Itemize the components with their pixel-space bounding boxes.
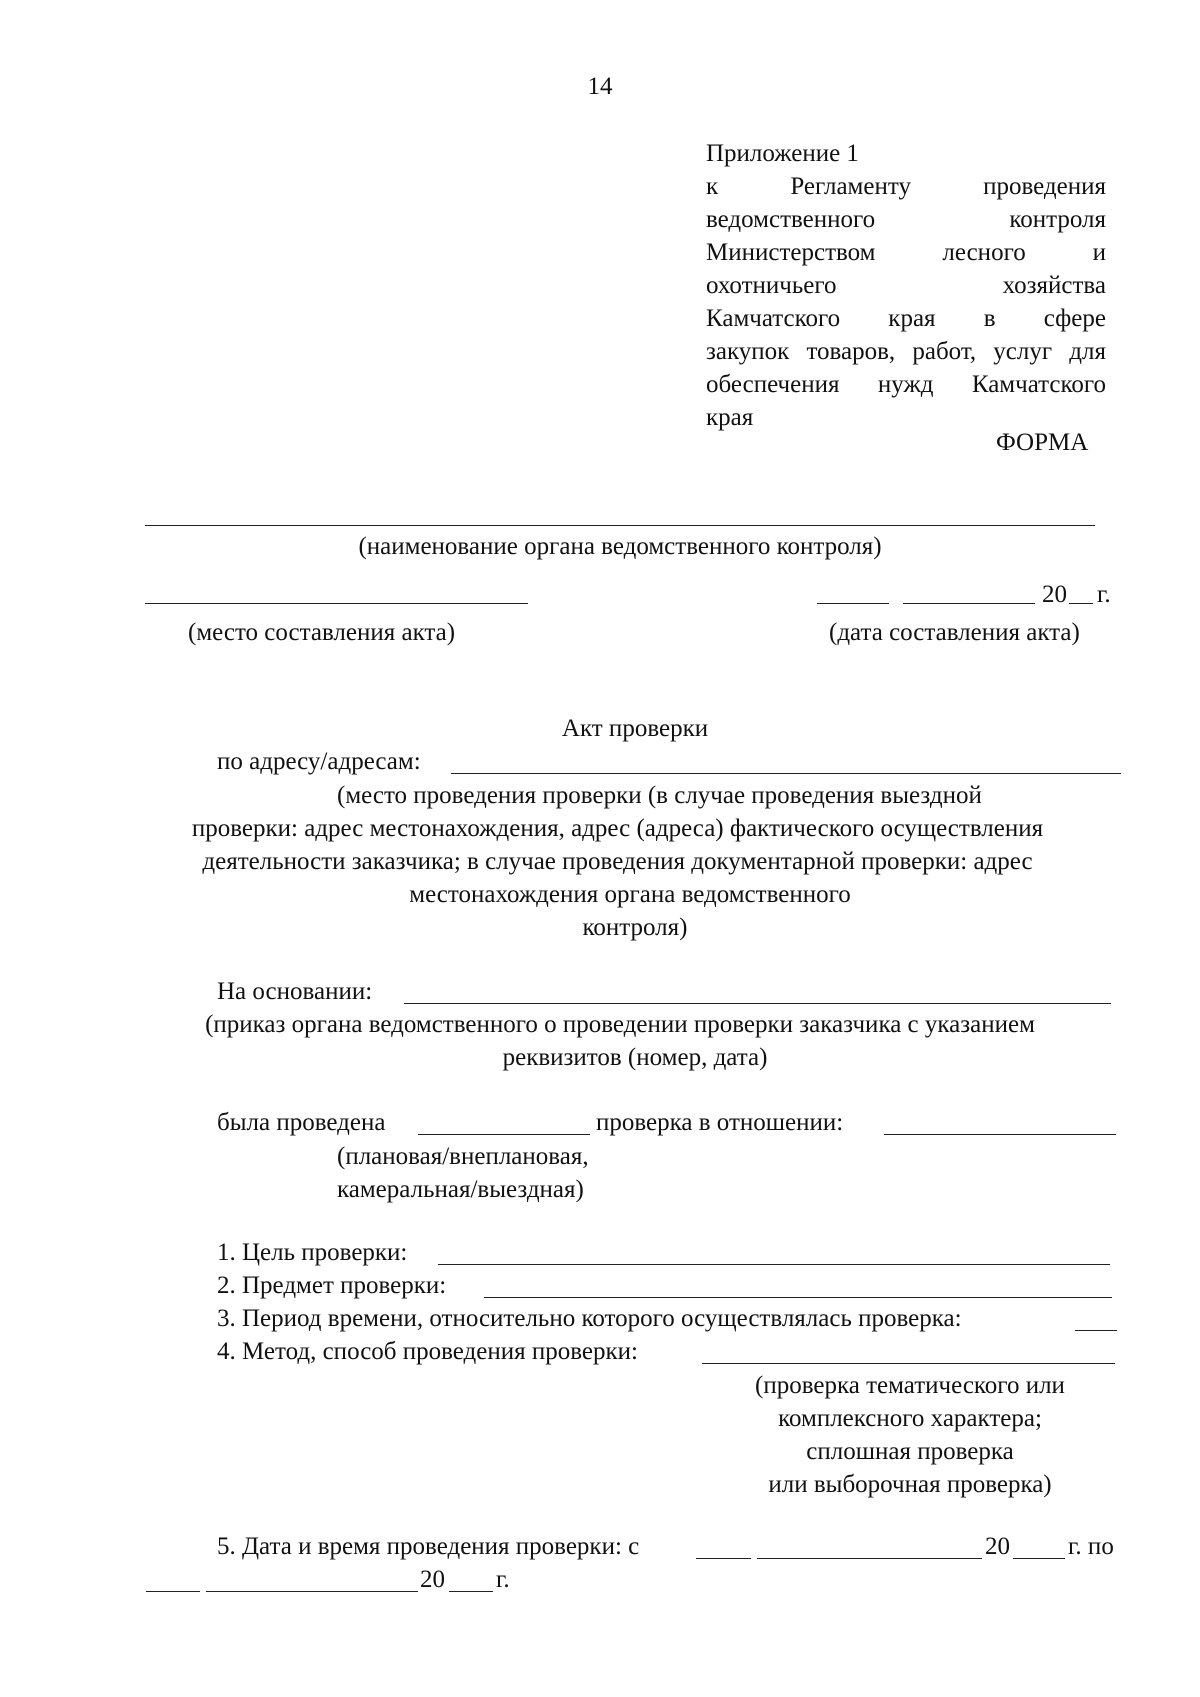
- start-year-field[interactable]: [1013, 1558, 1065, 1559]
- appendix-line: к Регламенту проведения: [706, 173, 1106, 200]
- date-caption: (дата составления акта): [829, 619, 1080, 646]
- page-number: 14: [587, 73, 613, 100]
- appendix-line: ведомственного контроля: [706, 206, 1106, 233]
- method-caption: сплошная проверка: [806, 1438, 1014, 1465]
- end-year-field[interactable]: [449, 1591, 493, 1592]
- address-caption: (место проведения проверки (в случае проведения выездной: [337, 782, 982, 809]
- appendix-last-line: края: [706, 404, 754, 431]
- type-caption: камеральная/выездная): [337, 1176, 584, 1203]
- address-caption: местонахождения органа ведомственного: [409, 881, 851, 908]
- organ-name-field[interactable]: [145, 525, 1095, 526]
- end-year-prefix: 20: [420, 1566, 445, 1593]
- place-caption: (место составления акта): [188, 619, 456, 646]
- year-suffix: г.: [1097, 581, 1111, 608]
- type-caption: (плановая/внеплановая,: [337, 1143, 589, 1170]
- item-subject-field[interactable]: [484, 1297, 1112, 1298]
- start-year-prefix: 20: [985, 1533, 1010, 1560]
- item-goal-label: 1. Цель проверки:: [217, 1239, 408, 1266]
- address-caption: проверки: адрес местонахождения, адрес (адреса) фактического осуществления: [191, 815, 1044, 842]
- inspected-entity-field[interactable]: [884, 1134, 1116, 1135]
- date-month-field[interactable]: [903, 603, 1035, 604]
- date-year-field[interactable]: [1069, 603, 1093, 604]
- appendix-line: закупок товаров, работ, услуг для: [706, 338, 1106, 365]
- appendix-title: Приложение 1: [706, 140, 859, 167]
- end-suffix: г.: [496, 1566, 510, 1593]
- act-title: Акт проверки: [561, 715, 709, 742]
- place-field[interactable]: [145, 603, 528, 604]
- start-month-field[interactable]: [757, 1558, 982, 1559]
- method-caption: или выборочная проверка): [768, 1471, 1052, 1498]
- date-day-field[interactable]: [817, 603, 889, 604]
- item-method-label: 4. Метод, способ проведения проверки:: [217, 1338, 638, 1365]
- inspection-label: проверка в отношении:: [596, 1109, 844, 1136]
- basis-label: На основании:: [217, 978, 373, 1005]
- year-prefix: 20: [1042, 581, 1067, 608]
- end-month-field[interactable]: [206, 1591, 418, 1592]
- start-day-field[interactable]: [696, 1558, 751, 1559]
- conducted-label: была проведена: [217, 1109, 386, 1136]
- appendix-block: [706, 137, 1106, 434]
- organ-caption: (наименование органа ведомственного контроля): [358, 533, 882, 560]
- item-subject-label: 2. Предмет проверки:: [217, 1272, 447, 1299]
- end-day-field[interactable]: [146, 1591, 200, 1592]
- item-datetime-label: 5. Дата и время проведения проверки: с: [217, 1533, 640, 1560]
- basis-caption: (приказ органа ведомственного о проведении проверки заказчика с указанием: [205, 1011, 1035, 1038]
- item-goal-field[interactable]: [438, 1264, 1110, 1265]
- basis-field[interactable]: [404, 1003, 1111, 1004]
- method-caption: комплексного характера;: [778, 1405, 1042, 1432]
- address-caption: деятельности заказчика; в случае проведения документарной проверки: адрес: [202, 848, 1033, 875]
- item-period-field[interactable]: [1075, 1330, 1117, 1331]
- appendix-line: охотничьего хозяйства: [706, 272, 1106, 299]
- method-caption: (проверка тематического или: [755, 1372, 1065, 1399]
- appendix-line: обеспечения нужд Камчатского: [706, 371, 1106, 398]
- address-caption: контроля): [582, 914, 688, 941]
- appendix-line: Министерством лесного и: [706, 239, 1106, 266]
- form-label: ФОРМА: [996, 429, 1089, 456]
- item-period-label: 3. Период времени, относительно которого осуществлялась проверка:: [217, 1305, 962, 1332]
- start-suffix: г. по: [1068, 1533, 1114, 1560]
- basis-caption: реквизитов (номер, дата): [502, 1044, 768, 1071]
- item-method-field[interactable]: [702, 1363, 1115, 1364]
- address-label: по адресу/адресам:: [217, 748, 421, 775]
- appendix-line: Камчатского края в сфере: [706, 305, 1106, 332]
- address-field[interactable]: [451, 773, 1121, 774]
- inspection-type-field[interactable]: [418, 1134, 590, 1135]
